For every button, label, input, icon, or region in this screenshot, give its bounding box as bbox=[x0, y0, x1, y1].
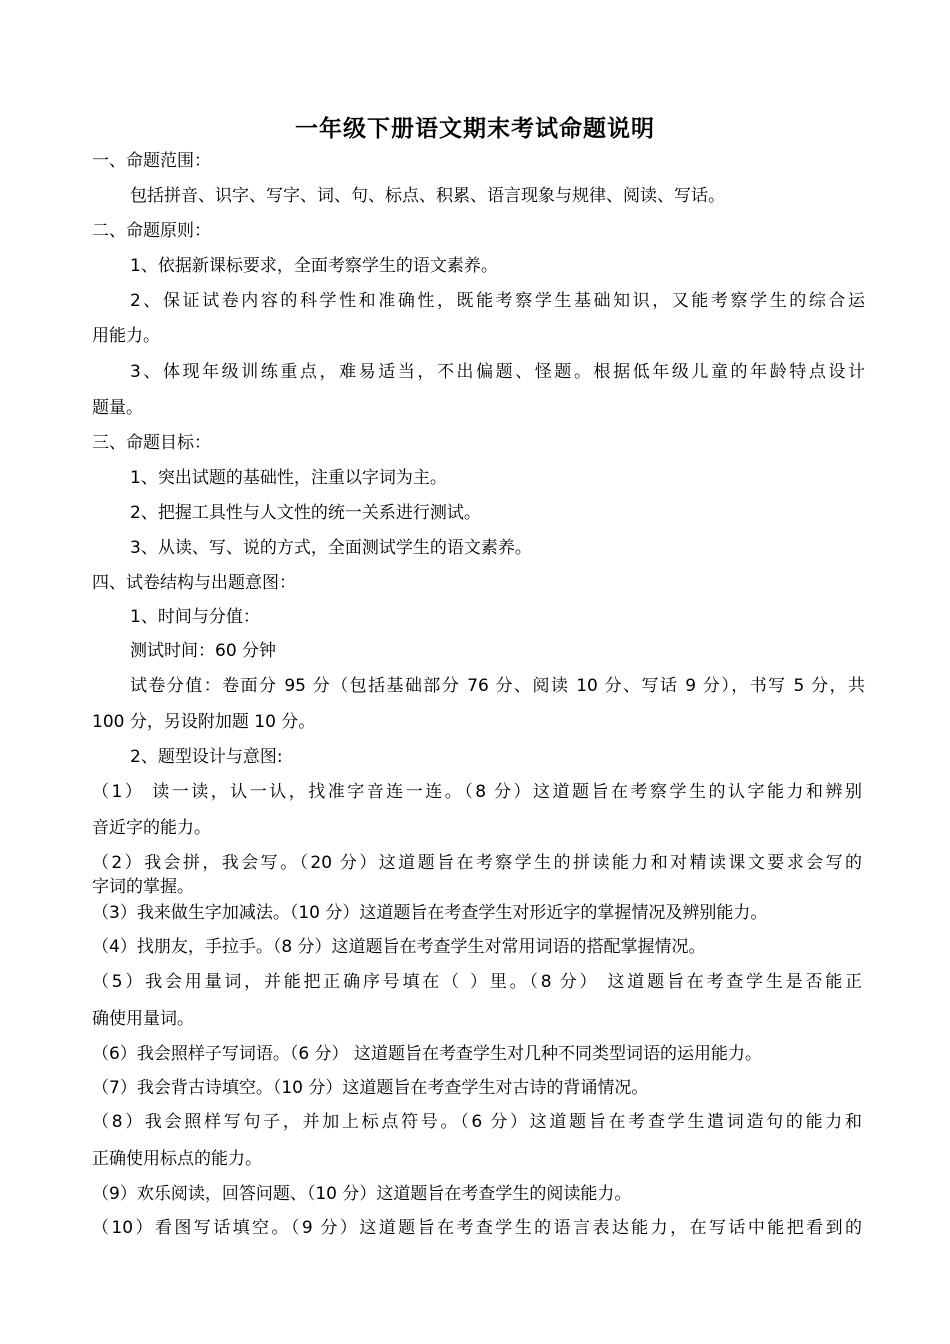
paragraph-line: 包括拼音、识字、写字、词、句、标点、积累、语言现象与规律、阅读、写话。 bbox=[130, 186, 725, 206]
question-item: （4）找朋友，手拉手。（8 分）这道题旨在考查学生对常用词语的搭配掌握情况。 bbox=[92, 937, 706, 957]
paragraph-line: 2、把握工具性与人文性的统一关系进行测试。 bbox=[130, 503, 481, 523]
question-item: 字词的掌握。 bbox=[92, 877, 194, 897]
paragraph-line: 1、突出试题的基础性，注重以字词为主。 bbox=[130, 468, 447, 488]
paragraph-line: 题量。 bbox=[92, 398, 143, 418]
section-heading-structure: 四、试卷结构与出题意图： bbox=[92, 573, 296, 593]
question-item: （7）我会背古诗填空。（10 分）这道题旨在考查学生对古诗的背诵情况。 bbox=[92, 1078, 649, 1098]
paragraph-line: 测试时间：60 分钟 bbox=[130, 641, 277, 661]
question-item: 正确使用标点的能力。 bbox=[92, 1149, 262, 1169]
paragraph-line: 2、题型设计与意图: bbox=[130, 747, 283, 767]
paragraph-line: 100 分，另设附加题 10 分。 bbox=[92, 712, 316, 732]
section-heading-principles: 二、命题原则： bbox=[92, 221, 211, 241]
paragraph-line: 试卷分值：卷面分 95 分（包括基础部分 76 分、阅读 10 分、写话 9 分），书写 5 分，共 bbox=[130, 676, 865, 696]
paragraph-line: 3、体现年级训练重点，难易适当，不出偏题、怪题。根据低年级儿童的年龄特点设计 bbox=[130, 362, 865, 382]
paragraph-line: 3、从读、写、说的方式，全面测试学生的语文素养。 bbox=[130, 538, 532, 558]
question-item: （5）我会用量词，并能把正确序号填在（ ）里。（8 分） 这道题旨在考查学生是否能正 bbox=[92, 972, 862, 992]
question-item: （10）看图写话填空。（9 分）这道题旨在考查学生的语言表达能力，在写话中能把看到的 bbox=[92, 1218, 862, 1238]
question-item: 音近字的能力。 bbox=[92, 818, 211, 838]
paragraph-line: 1、时间与分值： bbox=[130, 607, 260, 627]
question-item: 确使用量词。 bbox=[92, 1009, 194, 1029]
paragraph-line: 用能力。 bbox=[92, 326, 160, 346]
question-item: （3）我来做生字加减法。（10 分）这道题旨在考查学生对形近字的掌握情况及辨别能力。 bbox=[92, 903, 768, 923]
question-item: （8）我会照样写句子，并加上标点符号。（6 分）这道题旨在考查学生遣词造句的能力和 bbox=[92, 1112, 862, 1132]
section-heading-goals: 三、命题目标： bbox=[92, 433, 211, 453]
question-item: （6）我会照样子写词语。（6 分） 这道题旨在考查学生对几种不同类型词语的运用能力。 bbox=[92, 1044, 762, 1064]
document-title: 一年级下册语文期末考试命题说明 bbox=[295, 116, 655, 142]
paragraph-line: 2、保证试卷内容的科学性和准确性，既能考察学生基础知识，又能考察学生的综合运 bbox=[130, 291, 865, 311]
section-heading-scope: 一、命题范围： bbox=[92, 151, 211, 171]
question-item: （9）欢乐阅读，回答问题、（10 分）这道题旨在考查学生的阅读能力。 bbox=[92, 1184, 632, 1204]
question-item: （2）我会拼，我会写。（20 分）这道题旨在考察学生的拼读能力和对精读课文要求会写的 bbox=[92, 853, 862, 873]
question-item: （1） 读一读，认一认，找准字音连一连。（8 分）这道题旨在考察学生的认字能力和辨别 bbox=[92, 782, 862, 802]
paragraph-line: 1、依据新课标要求，全面考察学生的语文素养。 bbox=[130, 256, 498, 276]
